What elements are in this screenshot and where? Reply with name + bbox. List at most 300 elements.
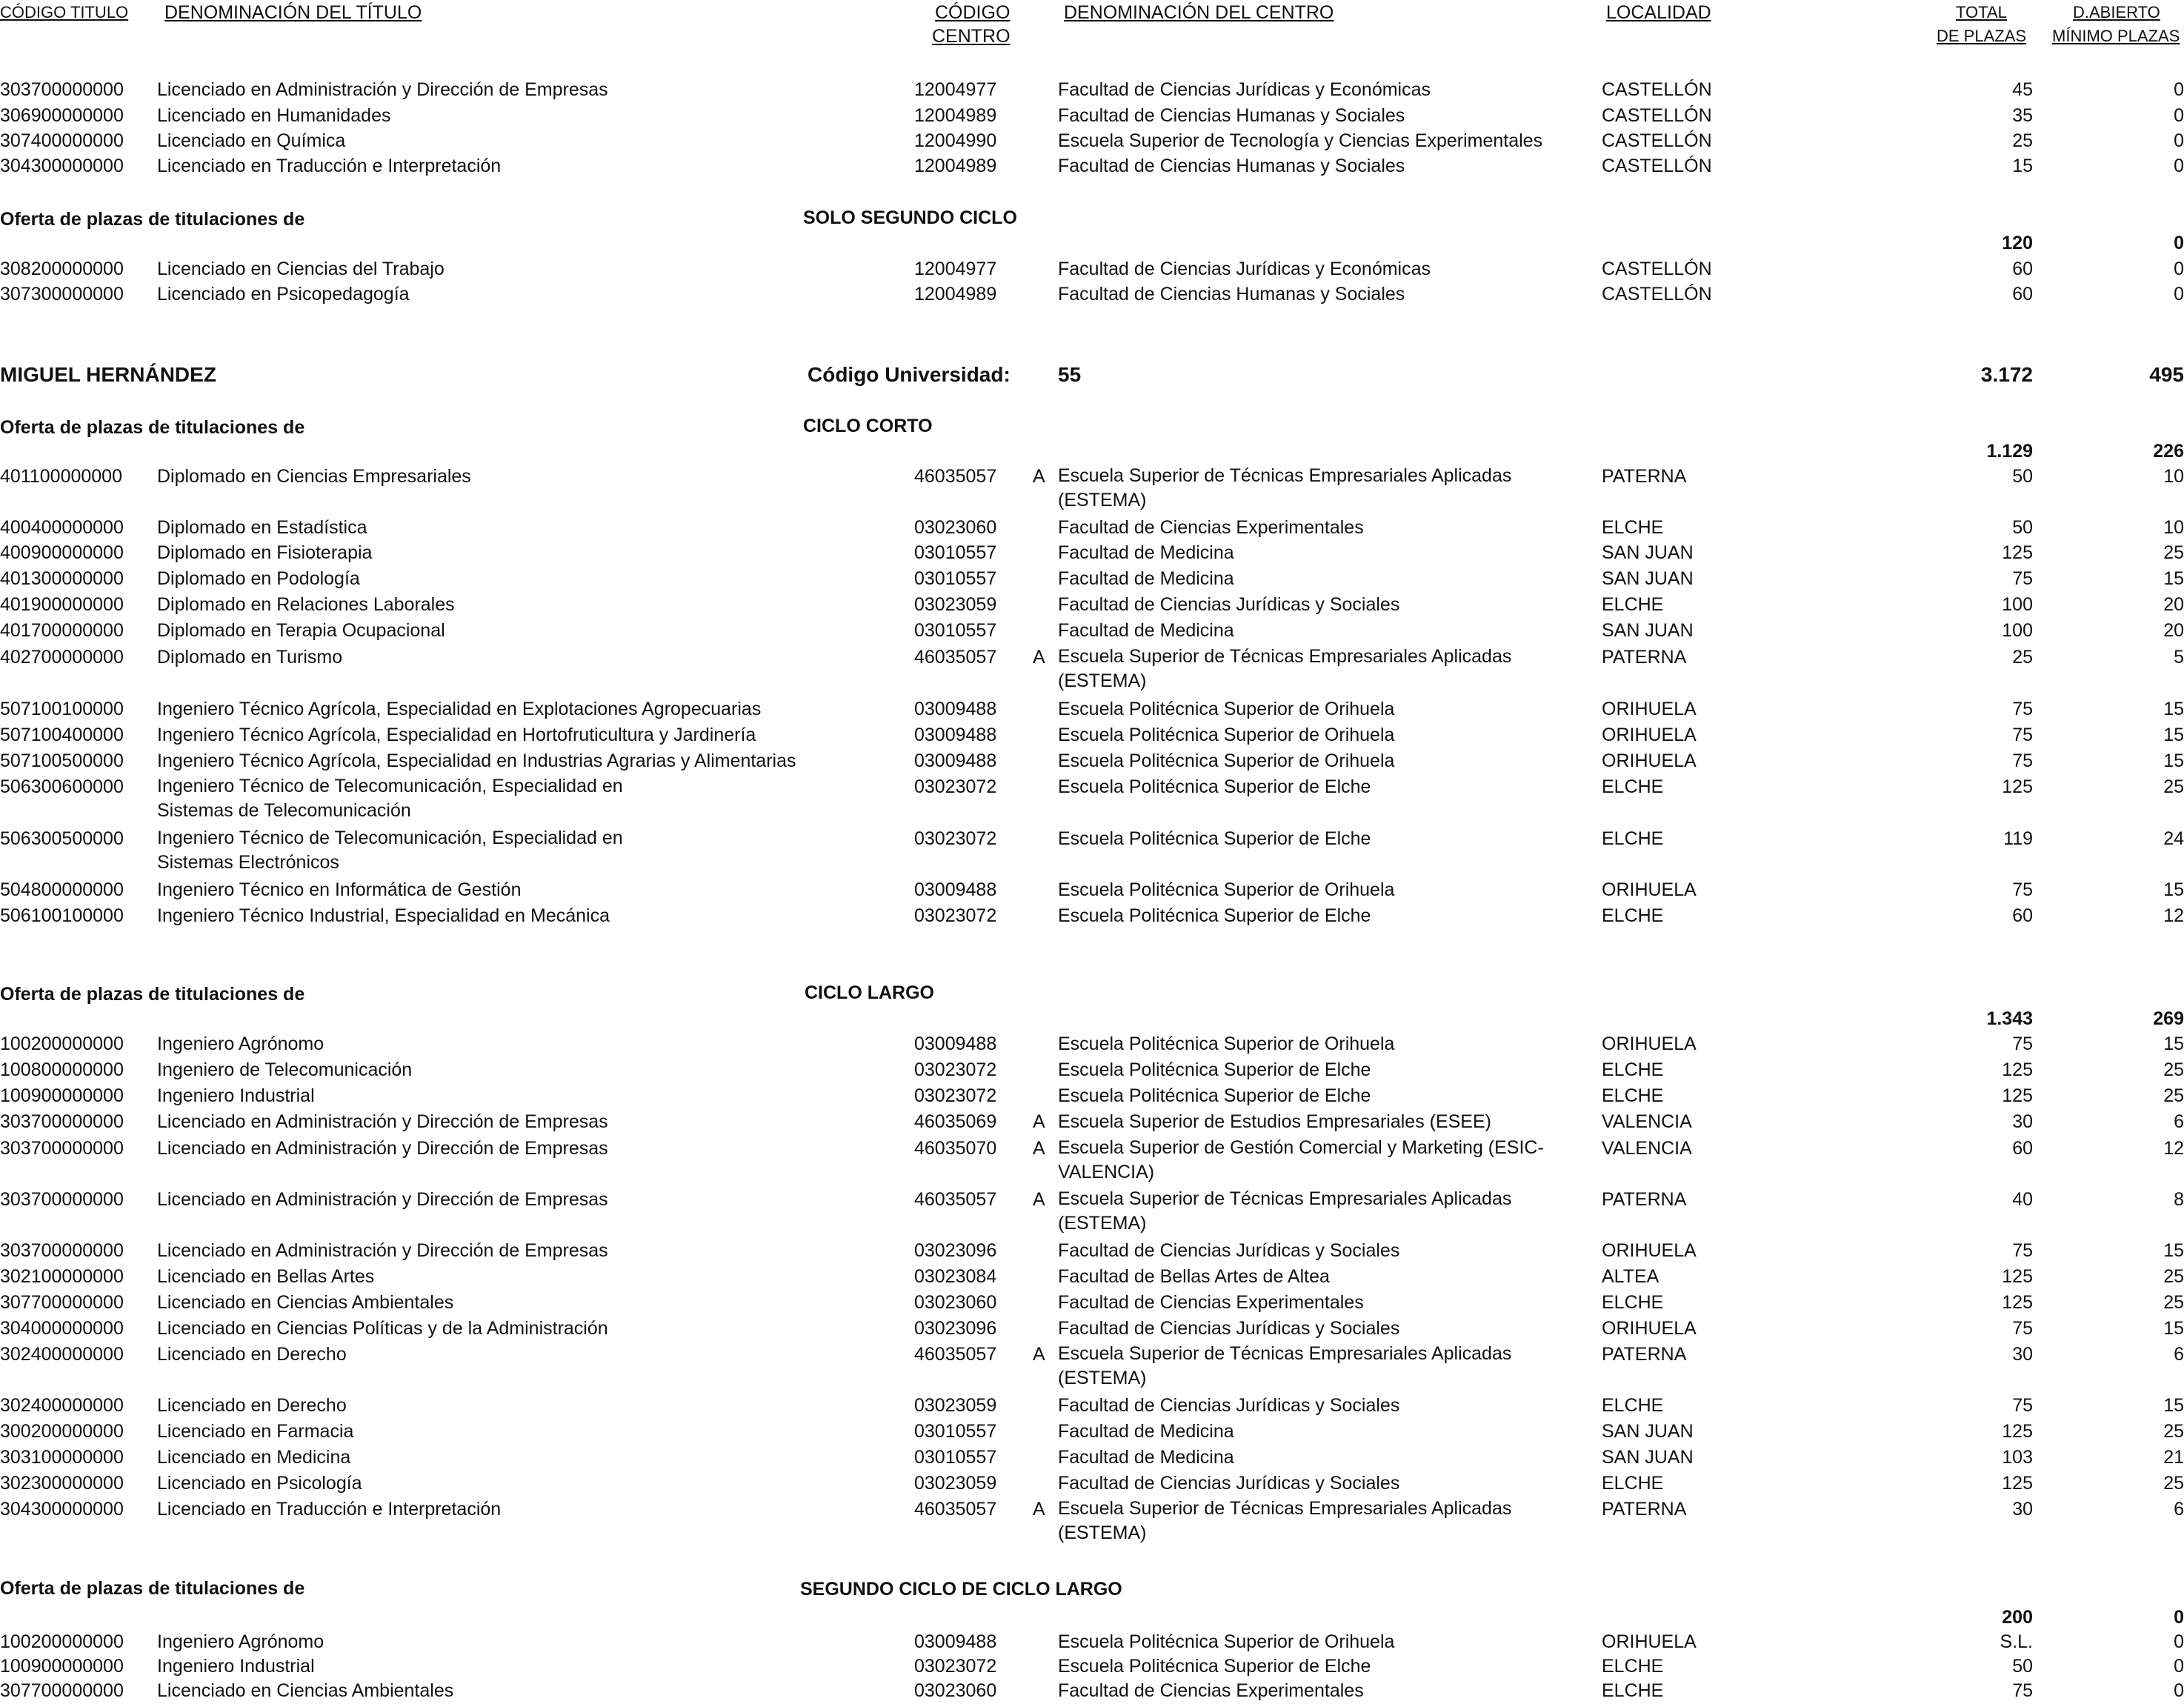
denominacion-titulo: Licenciado en Química xyxy=(157,130,346,151)
codigo-titulo: 304000000000 xyxy=(0,1318,124,1339)
codigo-titulo: 506300600000 xyxy=(0,776,124,797)
codigo-titulo: 307300000000 xyxy=(0,284,124,304)
codigo-titulo: 507100500000 xyxy=(0,751,124,771)
minimo-plazas: 25 xyxy=(2163,1473,2184,1494)
minimo-plazas: 25 xyxy=(2163,1292,2184,1313)
table-row xyxy=(0,540,2184,565)
total-plazas: 125 xyxy=(2002,1059,2033,1080)
denominacion-centro: Escuela Superior de Técnicas Empresariales Aplicadas (ESTEMA) xyxy=(1058,1343,1512,1388)
denominacion-centro: Facultad de Ciencias Experimentales xyxy=(1058,517,1364,538)
denominacion-centro: Facultad de Ciencias Experimentales xyxy=(1058,1292,1364,1313)
table-row xyxy=(0,748,2184,773)
minimo-plazas: 12 xyxy=(2163,1138,2184,1159)
codigo-titulo: 307400000000 xyxy=(0,130,124,151)
localidad: ELCHE xyxy=(1602,594,1664,615)
codigo-centro: 03010557 xyxy=(914,1421,997,1442)
localidad: ALTEA xyxy=(1602,1266,1659,1287)
denominacion-centro: Facultad de Ciencias Experimentales xyxy=(1058,1680,1364,1701)
codigo-titulo: 302400000000 xyxy=(0,1395,124,1416)
denominacion-centro: Facultad de Ciencias Jurídicas y Económicas xyxy=(1058,259,1431,279)
total-plazas: 100 xyxy=(2002,594,2033,615)
subtotal-minimo: 0 xyxy=(2174,1607,2184,1628)
denominacion-centro: Escuela Superior de Técnicas Empresariales Aplicadas (ESTEMA) xyxy=(1058,1188,1512,1234)
codigo-centro: 03023096 xyxy=(914,1318,997,1339)
denominacion-centro: Escuela Superior de Estudios Empresariales (ESEE) xyxy=(1058,1111,1491,1132)
localidad: ELCHE xyxy=(1602,1680,1664,1701)
table-row xyxy=(0,153,2184,179)
section-type: SEGUNDO CICLO DE CICLO LARGO xyxy=(800,1579,1122,1600)
header-d-abierto: D.ABIERTO xyxy=(2073,3,2160,21)
codigo-titulo: 302400000000 xyxy=(0,1344,124,1365)
minimo-plazas: 15 xyxy=(2163,1034,2184,1054)
codigo-titulo: 100200000000 xyxy=(0,1631,124,1652)
header-minimo-plazas: MÍNIMO PLAZAS xyxy=(2052,27,2180,45)
localidad: ORIHUELA xyxy=(1602,1034,1697,1054)
table-row xyxy=(0,1316,2184,1341)
table-row xyxy=(0,1654,2184,1679)
denominacion-centro: Escuela Superior de Tecnología y Ciencias Experimentales xyxy=(1058,130,1543,151)
codigo-centro: 46035057 xyxy=(914,647,997,668)
codigo-centro: 03009488 xyxy=(914,699,997,719)
codigo-centro: 03023072 xyxy=(914,828,997,849)
table-row xyxy=(0,282,2184,307)
codigo-centro: 46035057 xyxy=(914,466,997,487)
denominacion-centro: Escuela Politécnica Superior de Orihuela xyxy=(1058,725,1395,745)
denominacion-titulo: Licenciado en Ciencias Ambientales xyxy=(157,1680,454,1701)
minimo-plazas: 21 xyxy=(2163,1447,2184,1468)
codigo-centro: 03023072 xyxy=(914,1059,997,1080)
section-subtotal xyxy=(0,439,2184,464)
minimo-plazas: 20 xyxy=(2163,620,2184,641)
denominacion-titulo: Licenciado en Humanidades xyxy=(157,105,391,126)
denominacion-centro: Escuela Politécnica Superior de Elche xyxy=(1058,828,1371,849)
university-total: 3.172 xyxy=(1980,363,2033,386)
codigo-titulo: 302300000000 xyxy=(0,1473,124,1494)
minimo-plazas: 15 xyxy=(2163,1240,2184,1261)
total-plazas: 40 xyxy=(2012,1189,2033,1210)
denominacion-titulo: Ingeniero Agrónomo xyxy=(157,1631,324,1652)
localidad: CASTELLÓN xyxy=(1602,156,1712,176)
section-subtotal xyxy=(0,1605,2184,1630)
codigo-titulo: 308200000000 xyxy=(0,259,124,279)
denominacion-centro: Facultad de Ciencias Jurídicas y Económicas xyxy=(1058,79,1431,100)
table-row xyxy=(0,256,2184,282)
denominacion-titulo: Ingeniero de Telecomunicación xyxy=(157,1059,413,1080)
codigo-centro: 12004990 xyxy=(914,130,997,151)
table-row xyxy=(0,1136,2184,1186)
denominacion-titulo: Ingeniero Técnico de Telecomunicación, Especialidad en Sistemas Electrónicos xyxy=(157,828,623,873)
denominacion-centro: Facultad de Ciencias Jurídicas y Sociales xyxy=(1058,1395,1400,1416)
minimo-plazas: 15 xyxy=(2163,568,2184,589)
denominacion-titulo: Diplomado en Relaciones Laborales xyxy=(157,594,455,615)
table-row xyxy=(0,1678,2184,1703)
table-row xyxy=(0,774,2184,825)
table-row xyxy=(0,696,2184,722)
university-name: MIGUEL HERNÁNDEZ xyxy=(0,363,216,386)
denominacion-titulo: Licenciado en Psicopedagogía xyxy=(157,284,410,304)
centro-flag: A xyxy=(1033,1189,1045,1210)
total-plazas: 125 xyxy=(2002,776,2033,797)
codigo-centro: 12004989 xyxy=(914,284,997,304)
localidad: PATERNA xyxy=(1602,1189,1687,1210)
codigo-centro: 03010557 xyxy=(914,568,997,589)
codigo-centro: 03023072 xyxy=(914,1656,997,1677)
total-plazas: 125 xyxy=(2002,1473,2033,1494)
codigo-titulo: 100900000000 xyxy=(0,1085,124,1106)
minimo-plazas: 0 xyxy=(2174,105,2184,126)
codigo-centro: 46035057 xyxy=(914,1344,997,1365)
table-row xyxy=(0,618,2184,643)
total-plazas: 60 xyxy=(2012,259,2033,279)
denominacion-centro: Facultad de Medicina xyxy=(1058,1447,1234,1468)
minimo-plazas: 0 xyxy=(2174,259,2184,279)
header-centro: CENTRO xyxy=(932,26,1011,47)
denominacion-titulo: Diplomado en Turismo xyxy=(157,647,343,668)
total-plazas: 45 xyxy=(2012,79,2033,100)
codigo-centro: 03023096 xyxy=(914,1240,997,1261)
total-plazas: 75 xyxy=(2012,751,2033,771)
table-row xyxy=(0,1083,2184,1108)
denominacion-titulo: Licenciado en Traducción e Interpretación xyxy=(157,1499,502,1520)
denominacion-centro: Escuela Superior de Técnicas Empresariales Aplicadas (ESTEMA) xyxy=(1058,1498,1512,1543)
localidad: ELCHE xyxy=(1602,828,1664,849)
codigo-centro: 03009488 xyxy=(914,751,997,771)
localidad: PATERNA xyxy=(1602,647,1687,668)
table-row xyxy=(0,1109,2184,1134)
centro-flag: A xyxy=(1033,1111,1045,1132)
denominacion-centro: Facultad de Medicina xyxy=(1058,542,1234,563)
codigo-titulo: 400400000000 xyxy=(0,517,124,538)
header-denominacion-titulo: DENOMINACIÓN DEL TÍTULO xyxy=(164,2,422,23)
denominacion-centro: Escuela Superior de Técnicas Empresariales Aplicadas (ESTEMA) xyxy=(1058,646,1512,691)
table-row xyxy=(0,566,2184,591)
denominacion-centro: Facultad de Ciencias Humanas y Sociales xyxy=(1058,156,1405,176)
subtotal-plazas: 1.343 xyxy=(1986,1008,2033,1029)
localidad: SAN JUAN xyxy=(1602,542,1694,563)
minimo-plazas: 6 xyxy=(2174,1344,2184,1365)
denominacion-titulo: Licenciado en Ciencias del Trabajo xyxy=(157,259,445,279)
table-row xyxy=(0,722,2184,748)
minimo-plazas: 15 xyxy=(2163,725,2184,745)
header-localidad: LOCALIDAD xyxy=(1606,2,1711,23)
codigo-titulo: 303700000000 xyxy=(0,1240,124,1261)
denominacion-titulo: Diplomado en Estadística xyxy=(157,517,367,538)
codigo-centro: 03009488 xyxy=(914,879,997,900)
minimo-plazas: 8 xyxy=(2174,1189,2184,1210)
denominacion-centro: Facultad de Ciencias Jurídicas y Sociales xyxy=(1058,594,1400,615)
table-row xyxy=(0,103,2184,128)
minimo-plazas: 0 xyxy=(2174,130,2184,151)
codigo-centro: 03023084 xyxy=(914,1266,997,1287)
denominacion-titulo: Ingeniero Técnico en Informática de Gestión xyxy=(157,879,522,900)
minimo-plazas: 5 xyxy=(2174,647,2184,668)
section-type: SOLO SEGUNDO CICLO xyxy=(803,207,1017,228)
codigo-titulo: 100900000000 xyxy=(0,1656,124,1677)
total-plazas: 60 xyxy=(2012,284,2033,304)
codigo-centro: 12004989 xyxy=(914,105,997,126)
localidad: CASTELLÓN xyxy=(1602,259,1712,279)
subtotal-minimo: 0 xyxy=(2174,233,2184,253)
denominacion-titulo: Ingeniero Técnico Agrícola, Especialidad en Hortofruticultura y Jardinería xyxy=(157,725,756,745)
total-plazas: 15 xyxy=(2012,156,2033,176)
minimo-plazas: 15 xyxy=(2163,751,2184,771)
localidad: VALENCIA xyxy=(1602,1138,1692,1159)
denominacion-titulo: Ingeniero Agrónomo xyxy=(157,1034,324,1054)
codigo-titulo: 303700000000 xyxy=(0,1189,124,1210)
total-plazas: 50 xyxy=(2012,517,2033,538)
codigo-centro: 03023060 xyxy=(914,1680,997,1701)
localidad: ELCHE xyxy=(1602,1656,1664,1677)
denominacion-titulo: Ingeniero Técnico Agrícola, Especialidad en Explotaciones Agropecuarias xyxy=(157,699,762,719)
denominacion-centro: Escuela Politécnica Superior de Orihuela xyxy=(1058,699,1395,719)
total-plazas: 75 xyxy=(2012,1680,2033,1701)
codigo-titulo: 100800000000 xyxy=(0,1059,124,1080)
localidad: SAN JUAN xyxy=(1602,568,1694,589)
codigo-centro: 03010557 xyxy=(914,542,997,563)
university-header xyxy=(0,360,2184,390)
localidad: CASTELLÓN xyxy=(1602,105,1712,126)
total-plazas: 25 xyxy=(2012,130,2033,151)
denominacion-titulo: Licenciado en Bellas Artes xyxy=(157,1266,375,1287)
section-label: Oferta de plazas de titulaciones de xyxy=(0,1578,305,1599)
denominacion-titulo: Licenciado en Administración y Dirección de Empresas xyxy=(157,1111,608,1132)
localidad: CASTELLÓN xyxy=(1602,130,1712,151)
localidad: ELCHE xyxy=(1602,1395,1664,1416)
codigo-centro: 03023072 xyxy=(914,905,997,926)
codigo-titulo: 304300000000 xyxy=(0,1499,124,1520)
denominacion-titulo: Licenciado en Administración y Dirección de Empresas xyxy=(157,1189,608,1210)
section-type: CICLO CORTO xyxy=(803,416,933,436)
localidad: PATERNA xyxy=(1602,1499,1687,1520)
centro-flag: A xyxy=(1033,647,1045,668)
centro-flag: A xyxy=(1033,1344,1045,1365)
minimo-plazas: 0 xyxy=(2174,1680,2184,1701)
denominacion-centro: Escuela Politécnica Superior de Orihuela xyxy=(1058,751,1395,771)
section-type: CICLO LARGO xyxy=(805,982,934,1003)
localidad: ORIHUELA xyxy=(1602,1318,1697,1339)
table-row xyxy=(0,592,2184,617)
total-plazas: 50 xyxy=(2012,466,2033,487)
codigo-titulo: 401100000000 xyxy=(0,466,122,487)
centro-flag: A xyxy=(1033,466,1045,487)
table-row xyxy=(0,1238,2184,1263)
denominacion-titulo: Licenciado en Farmacia xyxy=(157,1421,354,1442)
table-row xyxy=(0,903,2184,928)
codigo-titulo: 402700000000 xyxy=(0,647,124,668)
denominacion-titulo: Licenciado en Derecho xyxy=(157,1344,347,1365)
codigo-centro: 03009488 xyxy=(914,725,997,745)
table-row xyxy=(0,1264,2184,1289)
centro-flag: A xyxy=(1033,1499,1045,1520)
localidad: ELCHE xyxy=(1602,1059,1664,1080)
denominacion-centro: Facultad de Medicina xyxy=(1058,568,1234,589)
table-row xyxy=(0,1393,2184,1418)
localidad: ELCHE xyxy=(1602,1473,1664,1494)
denominacion-titulo: Ingeniero Industrial xyxy=(157,1656,315,1677)
localidad: ELCHE xyxy=(1602,1085,1664,1106)
subtotal-plazas: 120 xyxy=(2002,233,2033,253)
total-plazas: S.L. xyxy=(2000,1631,2033,1652)
codigo-centro: 03009488 xyxy=(914,1631,997,1652)
localidad: ORIHUELA xyxy=(1602,725,1697,745)
denominacion-titulo: Diplomado en Fisioterapia xyxy=(157,542,373,563)
total-plazas: 75 xyxy=(2012,1395,2033,1416)
minimo-plazas: 6 xyxy=(2174,1111,2184,1132)
total-plazas: 103 xyxy=(2002,1447,2033,1468)
header-de-plazas: DE PLAZAS xyxy=(1937,27,2027,45)
minimo-plazas: 24 xyxy=(2163,828,2184,849)
codigo-centro: 46035057 xyxy=(914,1189,997,1210)
codigo-centro: 46035057 xyxy=(914,1499,997,1520)
codigo-titulo: 401700000000 xyxy=(0,620,124,641)
denominacion-titulo: Diplomado en Terapia Ocupacional xyxy=(157,620,445,641)
denominacion-centro: Escuela Politécnica Superior de Elche xyxy=(1058,905,1371,926)
table-row xyxy=(0,1629,2184,1654)
denominacion-centro: Facultad de Medicina xyxy=(1058,1421,1234,1442)
total-plazas: 125 xyxy=(2002,1266,2033,1287)
minimo-plazas: 25 xyxy=(2163,776,2184,797)
localidad: ELCHE xyxy=(1602,905,1664,926)
codigo-titulo: 300200000000 xyxy=(0,1421,124,1442)
table-row xyxy=(0,1497,2184,1547)
localidad: ELCHE xyxy=(1602,776,1664,797)
denominacion-titulo: Licenciado en Administración y Dirección de Empresas xyxy=(157,79,608,100)
codigo-titulo: 304300000000 xyxy=(0,156,124,176)
minimo-plazas: 10 xyxy=(2163,517,2184,538)
total-plazas: 125 xyxy=(2002,1421,2033,1442)
university-code-label: Código Universidad: xyxy=(808,363,1011,386)
denominacion-centro: Escuela Politécnica Superior de Orihuela xyxy=(1058,1034,1395,1054)
table-row xyxy=(0,1290,2184,1315)
codigo-centro: 03023072 xyxy=(914,776,997,797)
minimo-plazas: 15 xyxy=(2163,1318,2184,1339)
table-row xyxy=(0,1445,2184,1470)
table-row xyxy=(0,1031,2184,1056)
section-label: Oferta de plazas de titulaciones de xyxy=(0,984,305,1005)
denominacion-titulo: Licenciado en Administración y Dirección de Empresas xyxy=(157,1240,608,1261)
denominacion-titulo: Ingeniero Técnico Agrícola, Especialidad en Industrias Agrarias y Alimentarias xyxy=(157,751,796,771)
denominacion-titulo: Diplomado en Ciencias Empresariales xyxy=(157,466,471,487)
codigo-centro: 03023060 xyxy=(914,517,997,538)
total-plazas: 75 xyxy=(2012,699,2033,719)
codigo-centro: 46035069 xyxy=(914,1111,997,1132)
minimo-plazas: 0 xyxy=(2174,284,2184,304)
denominacion-titulo: Ingeniero Técnico Industrial, Especialidad en Mecánica xyxy=(157,905,610,926)
table-row xyxy=(0,1057,2184,1082)
localidad: VALENCIA xyxy=(1602,1111,1692,1132)
centro-flag: A xyxy=(1033,1138,1045,1159)
codigo-centro: 12004977 xyxy=(914,79,997,100)
localidad: SAN JUAN xyxy=(1602,1447,1694,1468)
denominacion-titulo: Licenciado en Medicina xyxy=(157,1447,351,1468)
subtotal-minimo: 269 xyxy=(2153,1008,2184,1029)
minimo-plazas: 25 xyxy=(2163,1085,2184,1106)
localidad: SAN JUAN xyxy=(1602,1421,1694,1442)
total-plazas: 125 xyxy=(2002,1085,2033,1106)
total-plazas: 125 xyxy=(2002,542,2033,563)
table-row xyxy=(0,77,2184,102)
codigo-titulo: 507100100000 xyxy=(0,699,124,719)
subtotal-plazas: 1.129 xyxy=(1986,441,2033,462)
minimo-plazas: 6 xyxy=(2174,1499,2184,1520)
denominacion-centro: Escuela Politécnica Superior de Elche xyxy=(1058,776,1371,797)
codigo-titulo: 307700000000 xyxy=(0,1292,124,1313)
table-row xyxy=(0,1471,2184,1496)
denominacion-centro: Escuela Politécnica Superior de Elche xyxy=(1058,1085,1371,1106)
minimo-plazas: 25 xyxy=(2163,1421,2184,1442)
denominacion-centro: Facultad de Ciencias Humanas y Sociales xyxy=(1058,105,1405,126)
denominacion-centro: Facultad de Medicina xyxy=(1058,620,1234,641)
subtotal-plazas: 200 xyxy=(2002,1607,2033,1628)
localidad: ORIHUELA xyxy=(1602,1631,1697,1652)
codigo-centro: 03023072 xyxy=(914,1085,997,1106)
minimo-plazas: 15 xyxy=(2163,879,2184,900)
denominacion-titulo: Licenciado en Ciencias Ambientales xyxy=(157,1292,454,1313)
codigo-titulo: 303100000000 xyxy=(0,1447,124,1468)
codigo-centro: 03023059 xyxy=(914,1395,997,1416)
localidad: SAN JUAN xyxy=(1602,620,1694,641)
codigo-titulo: 302100000000 xyxy=(0,1266,124,1287)
codigo-titulo: 507100400000 xyxy=(0,725,124,745)
codigo-titulo: 100200000000 xyxy=(0,1034,124,1054)
total-plazas: 125 xyxy=(2002,1292,2033,1313)
denominacion-centro: Facultad de Bellas Artes de Altea xyxy=(1058,1266,1330,1287)
total-plazas: 30 xyxy=(2012,1499,2033,1520)
codigo-titulo: 303700000000 xyxy=(0,1111,124,1132)
localidad: ORIHUELA xyxy=(1602,751,1697,771)
minimo-plazas: 20 xyxy=(2163,594,2184,615)
table-row xyxy=(0,1342,2184,1392)
codigo-centro: 03010557 xyxy=(914,620,997,641)
total-plazas: 30 xyxy=(2012,1344,2033,1365)
table-row xyxy=(0,1419,2184,1444)
total-plazas: 25 xyxy=(2012,647,2033,668)
codigo-centro: 03023059 xyxy=(914,1473,997,1494)
codigo-titulo: 307700000000 xyxy=(0,1680,124,1701)
codigo-titulo: 303700000000 xyxy=(0,79,124,100)
section-subtotal xyxy=(0,1006,2184,1031)
denominacion-centro: Facultad de Ciencias Jurídicas y Sociales xyxy=(1058,1318,1400,1339)
total-plazas: 75 xyxy=(2012,1240,2033,1261)
localidad: ELCHE xyxy=(1602,1292,1664,1313)
table-row xyxy=(0,826,2184,876)
denominacion-centro: Escuela Politécnica Superior de Elche xyxy=(1058,1656,1371,1677)
codigo-titulo: 401900000000 xyxy=(0,594,124,615)
codigo-centro: 03023059 xyxy=(914,594,997,615)
total-plazas: 119 xyxy=(2003,828,2033,849)
codigo-titulo: 504800000000 xyxy=(0,879,124,900)
localidad: ELCHE xyxy=(1602,517,1664,538)
total-plazas: 75 xyxy=(2012,725,2033,745)
denominacion-titulo: Licenciado en Psicología xyxy=(157,1473,362,1494)
codigo-centro: 03010557 xyxy=(914,1447,997,1468)
minimo-plazas: 25 xyxy=(2163,1059,2184,1080)
minimo-plazas: 25 xyxy=(2163,1266,2184,1287)
denominacion-titulo: Licenciado en Ciencias Políticas y de la Administración xyxy=(157,1318,608,1339)
localidad: CASTELLÓN xyxy=(1602,284,1712,304)
localidad: CASTELLÓN xyxy=(1602,79,1712,100)
codigo-titulo: 306900000000 xyxy=(0,105,124,126)
minimo-plazas: 0 xyxy=(2174,156,2184,176)
denominacion-centro: Escuela Politécnica Superior de Orihuela xyxy=(1058,879,1395,900)
table-row xyxy=(0,645,2184,695)
minimo-plazas: 0 xyxy=(2174,1656,2184,1677)
table-row xyxy=(0,464,2184,514)
header-codigo-centro: CÓDIGO xyxy=(935,2,1011,23)
header-codigo-titulo: CÓDIGO TITULO xyxy=(0,3,129,21)
codigo-centro: 46035070 xyxy=(914,1138,997,1159)
table-row xyxy=(0,128,2184,153)
